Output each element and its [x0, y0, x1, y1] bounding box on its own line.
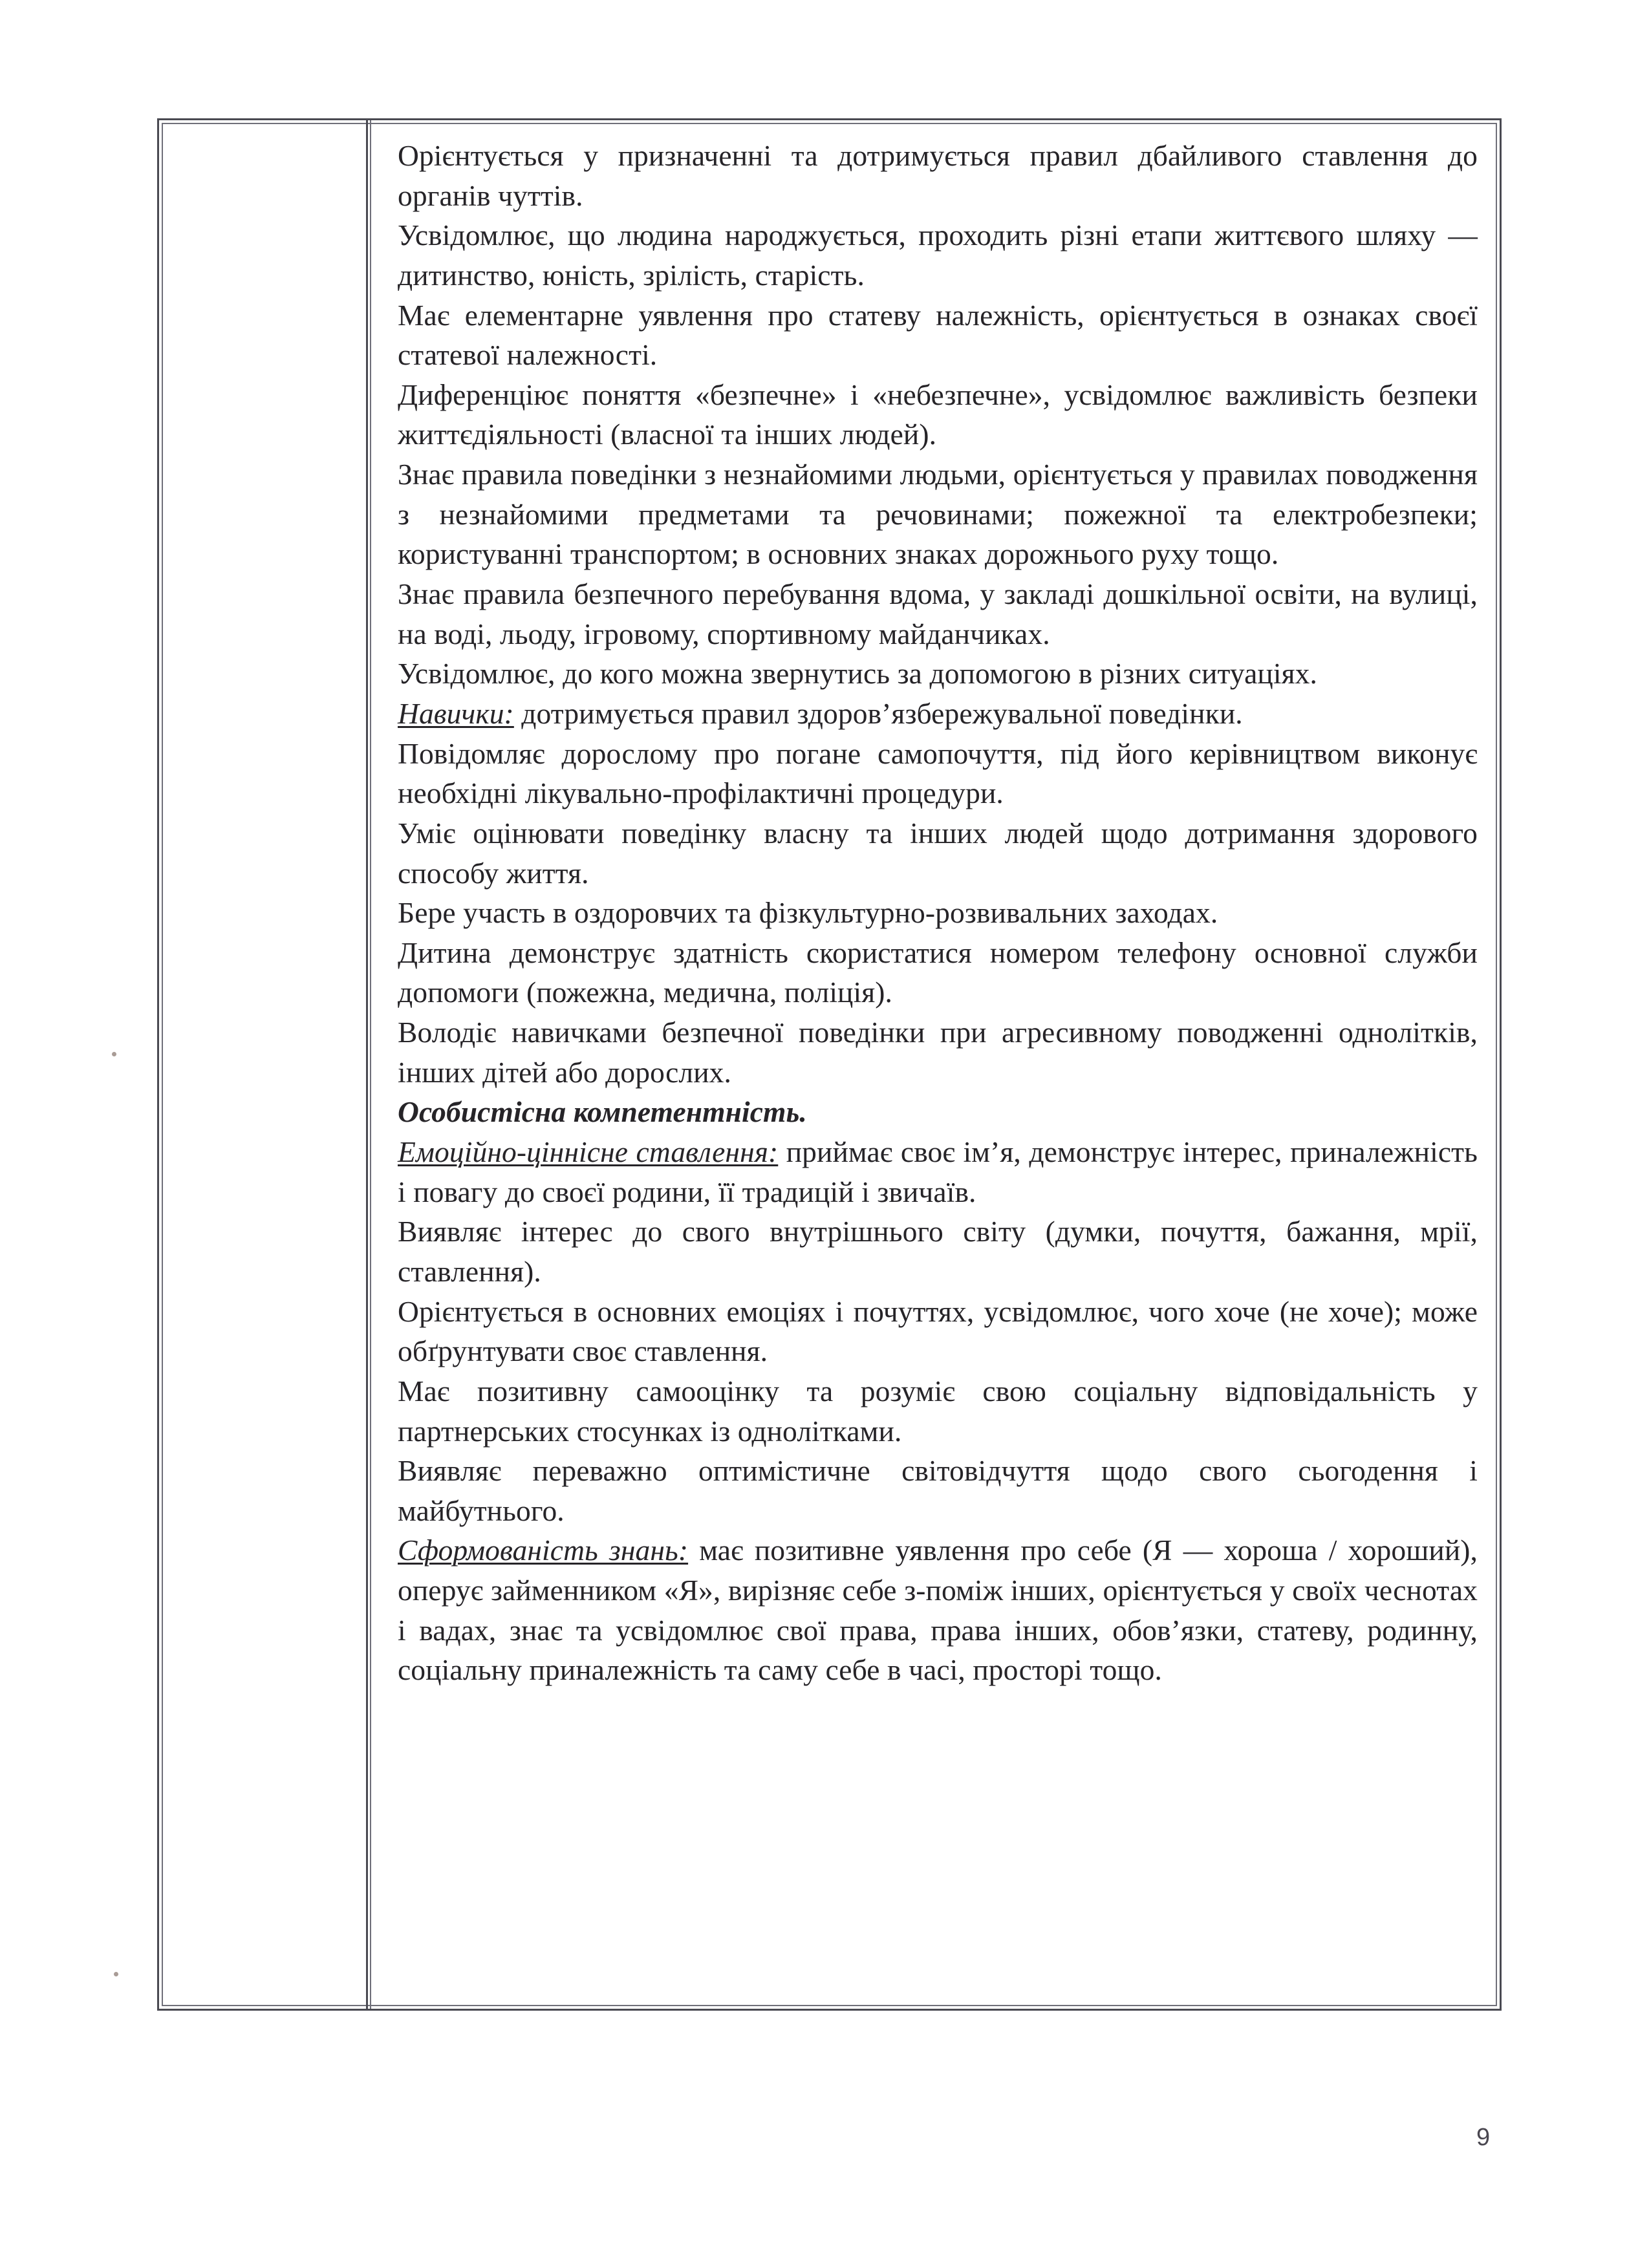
paragraph	[398, 455, 1478, 574]
page-number: 9	[1476, 2124, 1491, 2151]
paragraph-text: Виявляє інтерес до свого внутрішнього світу (думки, почуття, бажання, мрії, ставлення).	[398, 1215, 1478, 1288]
scan-speckle	[114, 1972, 118, 1976]
paragraph	[398, 295, 1478, 375]
paragraph-text: Повідомляє дорослому про погане самопочуття, під його керівництвом виконує необхідні лікувально-профілактичні процедури.	[398, 736, 1478, 810]
paragraph-text: Уміє оцінювати поведінку власну та інших людей щодо дотримання здорового способу життя.	[398, 816, 1478, 890]
competency-text-block	[368, 120, 1500, 1703]
paragraph-text: Усвідомлює, що людина народжується, проходить різні етапи життєвого шляху — дитинство, юність, зрілість, старість.	[398, 219, 1478, 292]
paragraph	[398, 1292, 1478, 1371]
paragraph-section-heading	[398, 1092, 1478, 1132]
paragraph	[398, 215, 1478, 295]
inline-heading-skills: Навички:	[398, 696, 514, 730]
scan-speckle	[112, 1052, 116, 1056]
paragraph	[398, 1451, 1478, 1530]
paragraph-text: Знає правила безпечного перебування вдома, у закладі дошкільної освіти, на вулиці, на воді, льоду, ігровому, спортивному майданчиках.	[398, 577, 1478, 650]
paragraph	[398, 136, 1478, 215]
content-table	[157, 118, 1502, 2011]
paragraph	[398, 813, 1478, 893]
paragraph-text: Орієнтується в основних емоціях і почуттях, усвідомлює, чого хоче (не хоче); може обґрунтувати своє ставлення.	[398, 1294, 1478, 1368]
paragraph	[398, 574, 1478, 654]
paragraph-emotional-values	[398, 1132, 1478, 1212]
table-left-column	[159, 120, 366, 2009]
paragraph	[398, 734, 1478, 813]
paragraph-text: Виявляє переважно оптимістичне світовідчуття щодо свого сьогодення і майбутнього.	[398, 1454, 1478, 1527]
section-heading-personal-competency: Особистісна компетентність.	[398, 1095, 807, 1129]
paragraph	[398, 1212, 1478, 1291]
paragraph-text: Володіє навичками безпечної поведінки при агресивному поводженні однолітків, інших дітей або дорослих.	[398, 1016, 1478, 1089]
paragraph-knowledge-formation	[398, 1530, 1478, 1690]
inline-heading-knowledge-formation: Сформованість знань:	[398, 1534, 689, 1567]
paragraph-skills	[398, 694, 1478, 734]
paragraph-text: Має елементарне уявлення про статеву належність, орієнтується в ознаках своєї статевої належності.	[398, 298, 1478, 372]
paragraph-text: Знає правила поведінки з незнайомими людьми, орієнтується у правилах поводження з незнайомими предметами та речовинами; пожежної та електробезпеки; користуванні транспортом; в основних знаках дорожнього руху тощо.	[398, 458, 1478, 571]
paragraph-text: має позитивне уявлення про себе (Я — хороша / хороший), оперує займенником «Я», вирізняє себе з-поміж інших, орієнтується у своїх чеснотах і вадах, знає та усвідомлює свої права, права інших, обов’язки, статеву, родинну, соціальну приналежність та саму себе в часі, просторі тощо.	[398, 1534, 1478, 1687]
paragraph	[398, 1371, 1478, 1451]
paragraph	[398, 375, 1478, 455]
inline-heading-emotional-values: Емоційно-ціннісне ставлення:	[398, 1135, 779, 1169]
paragraph-text: Усвідомлює, до кого можна звернутись за допомогою в різних ситуаціях.	[398, 657, 1317, 690]
paragraph-text: приймає своє ім’я, демонструє інтерес, приналежність і повагу до своєї родини, її традицій і звичаїв.	[398, 1135, 1478, 1208]
paragraph-text: Дитина демонструє здатність скористатися номером телефону основної служби допомоги (пожежна, медична, поліція).	[398, 936, 1478, 1009]
paragraph-text: Диференціює поняття «безпечне» і «небезпечне», усвідомлює важливість безпеки життєдіяльності (власної та інших людей).	[398, 378, 1478, 451]
paragraph-text: Орієнтується у призначенні та дотримується правил дбайливого ставлення до органів чуттів.	[398, 139, 1478, 212]
paragraph-text: Бере участь в оздоровчих та фізкультурно-розвивальних заходах.	[398, 896, 1218, 930]
paragraph	[398, 893, 1478, 933]
paragraph	[398, 1012, 1478, 1092]
paragraph-text: Має позитивну самооцінку та розуміє свою соціальну відповідальність у партнерських стосунках із однолітками.	[398, 1374, 1478, 1448]
paragraph	[398, 933, 1478, 1012]
table-right-column	[366, 120, 1500, 2009]
paragraph-text: дотримується правил здоров’язбережувальної поведінки.	[513, 696, 1243, 730]
paragraph	[398, 654, 1478, 694]
